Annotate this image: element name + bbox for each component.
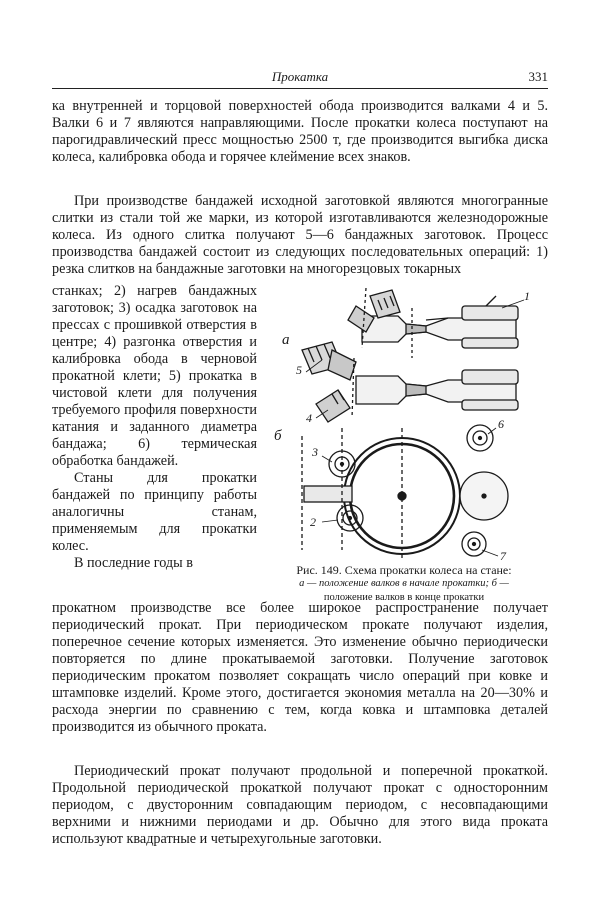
caption-title: Рис. 149. Схема прокатки колеса на стане:: [296, 563, 512, 577]
figure-149: [266, 288, 550, 560]
paragraph-periodic-rolling: [52, 600, 548, 736]
callout-1: 1: [524, 289, 530, 303]
paragraph-2-continued: станках; 2) нагрев бандажных заготовок; 3) осадка заготовок на прессах с прошивкой отверстия в центре; 4) разгонка отверстия и калибровка обода в черновой прокатной клети; 5) прокатка в чистовой клети для получения требуемого профиля поверхности катания и заданного диаметра бандажа; 6) термическая обработка бандажей.: [52, 283, 257, 469]
figure-label-a: а: [282, 332, 290, 348]
paragraph-periodic-methods: [52, 763, 548, 848]
paragraph-2: При производстве бандажей исходной заготовкой являются многогранные слитки из стали той же марки, из которой изготавливаются железнодорожные колеса. Из одного слитка получают 5—6 бандажных заготовок. Процесс производства бандажей состоит из следующих последовательных операций: 1) резка слитков на бандажные заготовки на многорезцовых токарных: [52, 193, 548, 277]
paragraph-4-start: В последние годы в: [74, 555, 193, 571]
callout-7: 7: [500, 549, 506, 560]
wheel-rolling-diagram: [266, 288, 550, 560]
running-title: Прокатка: [271, 69, 329, 84]
header-rule: [52, 88, 548, 89]
callout-3: 3: [312, 445, 318, 459]
paragraph-bandage-production: [52, 193, 548, 278]
page-header: [52, 66, 548, 88]
callout-6: 6: [498, 417, 504, 431]
figure-label-b: б: [274, 428, 282, 444]
paragraph-4: прокатном производстве все более широкое распространение получает периодический прокат. При периодическом прокате получают изделия, поперечное сечение которых изменяется. Это изменение обычно периодически повторяется по длине прокатываемой заготовки. Получение заготовок периодическим прокатом позволяет сокращать число операций при ковке и штамповке изделий. Кроме этого, достигается экономия металла на 20—30% и расхода энергии по сравнению с тем, когда ковка и штамповка деталей производится из обычного проката.: [52, 600, 548, 735]
page-number: 331: [528, 69, 548, 84]
callout-4: 4: [306, 411, 312, 425]
left-column-text: [52, 283, 257, 572]
paragraph-3: Станы для прокатки бандажей по принципу работы аналогичны станам, применяемым для прокатки колес.: [52, 470, 257, 554]
caption-part-b: положение валков в конце прокатки: [323, 592, 485, 603]
paragraph-wheel-finishing: [52, 98, 548, 166]
paragraph-5: Периодический прокат получают продольной и поперечной прокаткой. Продольной периодической прокаткой получают прокат с односторонним периодом, с двусторонним совпадающим периодом, с несовпадающими верхними и нижними периодами и др. Обычно для этого вида проката используют квадратные и четырехугольные заготовки.: [52, 763, 548, 847]
callout-5: 5: [296, 363, 302, 377]
caption-part-a: а — положение валков в начале прокатки; б —: [299, 578, 509, 589]
callout-2: 2: [310, 515, 316, 529]
figure-caption: [258, 563, 550, 605]
paragraph-1: ка внутренней и торцовой поверхностей обода производится валками 4 и 5. Валки 6 и 7 являются направляющими. После прокатки колеса поступают на парогидравлический пресс мощностью 2500 т, где производится выгибка диска колеса, калибровка обода и горячее клеймение всех знаков.: [52, 98, 548, 165]
